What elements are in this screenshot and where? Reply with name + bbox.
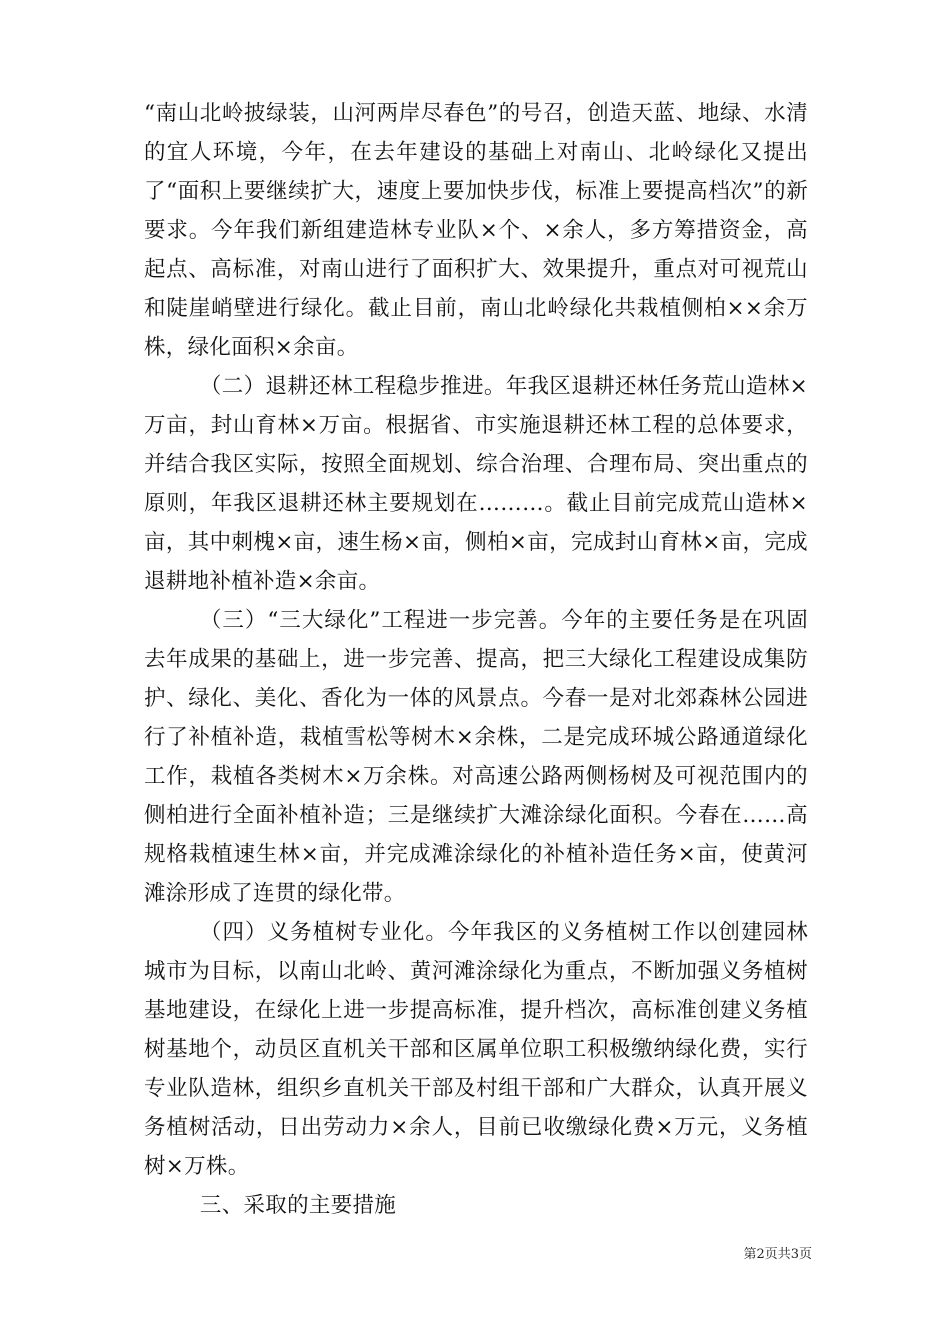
- document-body: [144, 94, 808, 1225]
- paragraph-section-two: （二）退耕还林工程稳步推进。年我区退耕还林任务荒山造林×万亩，封山育林×万亩。根据省、市实施退耕还林工程的总体要求，并结合我区实际，按照全面规划、综合治理、合理布局、突出重点的原则，年我区退耕还林主要规划在………。截止目前完成荒山造林×亩，其中刺槐×亩，速生杨×亩，侧柏×亩，完成封山育林×亩，完成退耕地补植补造×余亩。: [144, 374, 808, 594]
- paragraph-section-four: （四）义务植树专业化。今年我区的义务植树工作以创建园林城市为目标，以南山北岭、黄河滩涂绿化为重点，不断加强义务植树基地建设，在绿化上进一步提高标准，提升档次，高标准创建义务植树基地个，动员区直机关干部和区属单位职工积极缴纳绿化费，实行专业队造林，组织乡直机关干部及村组干部和广大群众，认真开展义务植树活动，日出劳动力×余人，目前已收缴绿化费×万元，义务植树×万株。: [144, 920, 808, 1179]
- paragraph-section-three: （三）“三大绿化”工程进一步完善。今年的主要任务是在巩固去年成果的基础上，进一步完善、提高，把三大绿化工程建设成集防护、绿化、美化、香化为一体的风景点。今春一是对北郊森林公园进行了补植补造，栽植雪松等树木×余株，二是完成环城公路通道绿化工作，栽植各类树木×万余株。对高速公路两侧杨树及可视范围内的侧柏进行全面补植补造；三是继续扩大滩涂绿化面积。今春在……高规格栽植速生林×亩，并完成滩涂绿化的补植补造任务×亩，使黄河滩涂形成了连贯的绿化带。: [144, 608, 808, 906]
- section-heading: 三、采取的主要措施: [199, 1193, 397, 1218]
- paragraph-continuation: “南山北岭披绿装，山河两岸尽春色”的号召，创造天蓝、地绿、水清的宜人环境，今年，在去年建设的基础上对南山、北岭绿化又提出了“面积上要继续扩大，速度上要加快步伐，标准上要提高档次”的新要求。今年我们新组建造林专业队×个、×余人，多方筹措资金，高起点、高标准，对南山进行了面积扩大、效果提升，重点对可视荒山和陡崖峭壁进行绿化。截止目前，南山北岭绿化共栽植侧柏××余万株，绿化面积×余亩。: [144, 101, 808, 360]
- page-number-footer: 第2页共3页: [743, 1247, 812, 1262]
